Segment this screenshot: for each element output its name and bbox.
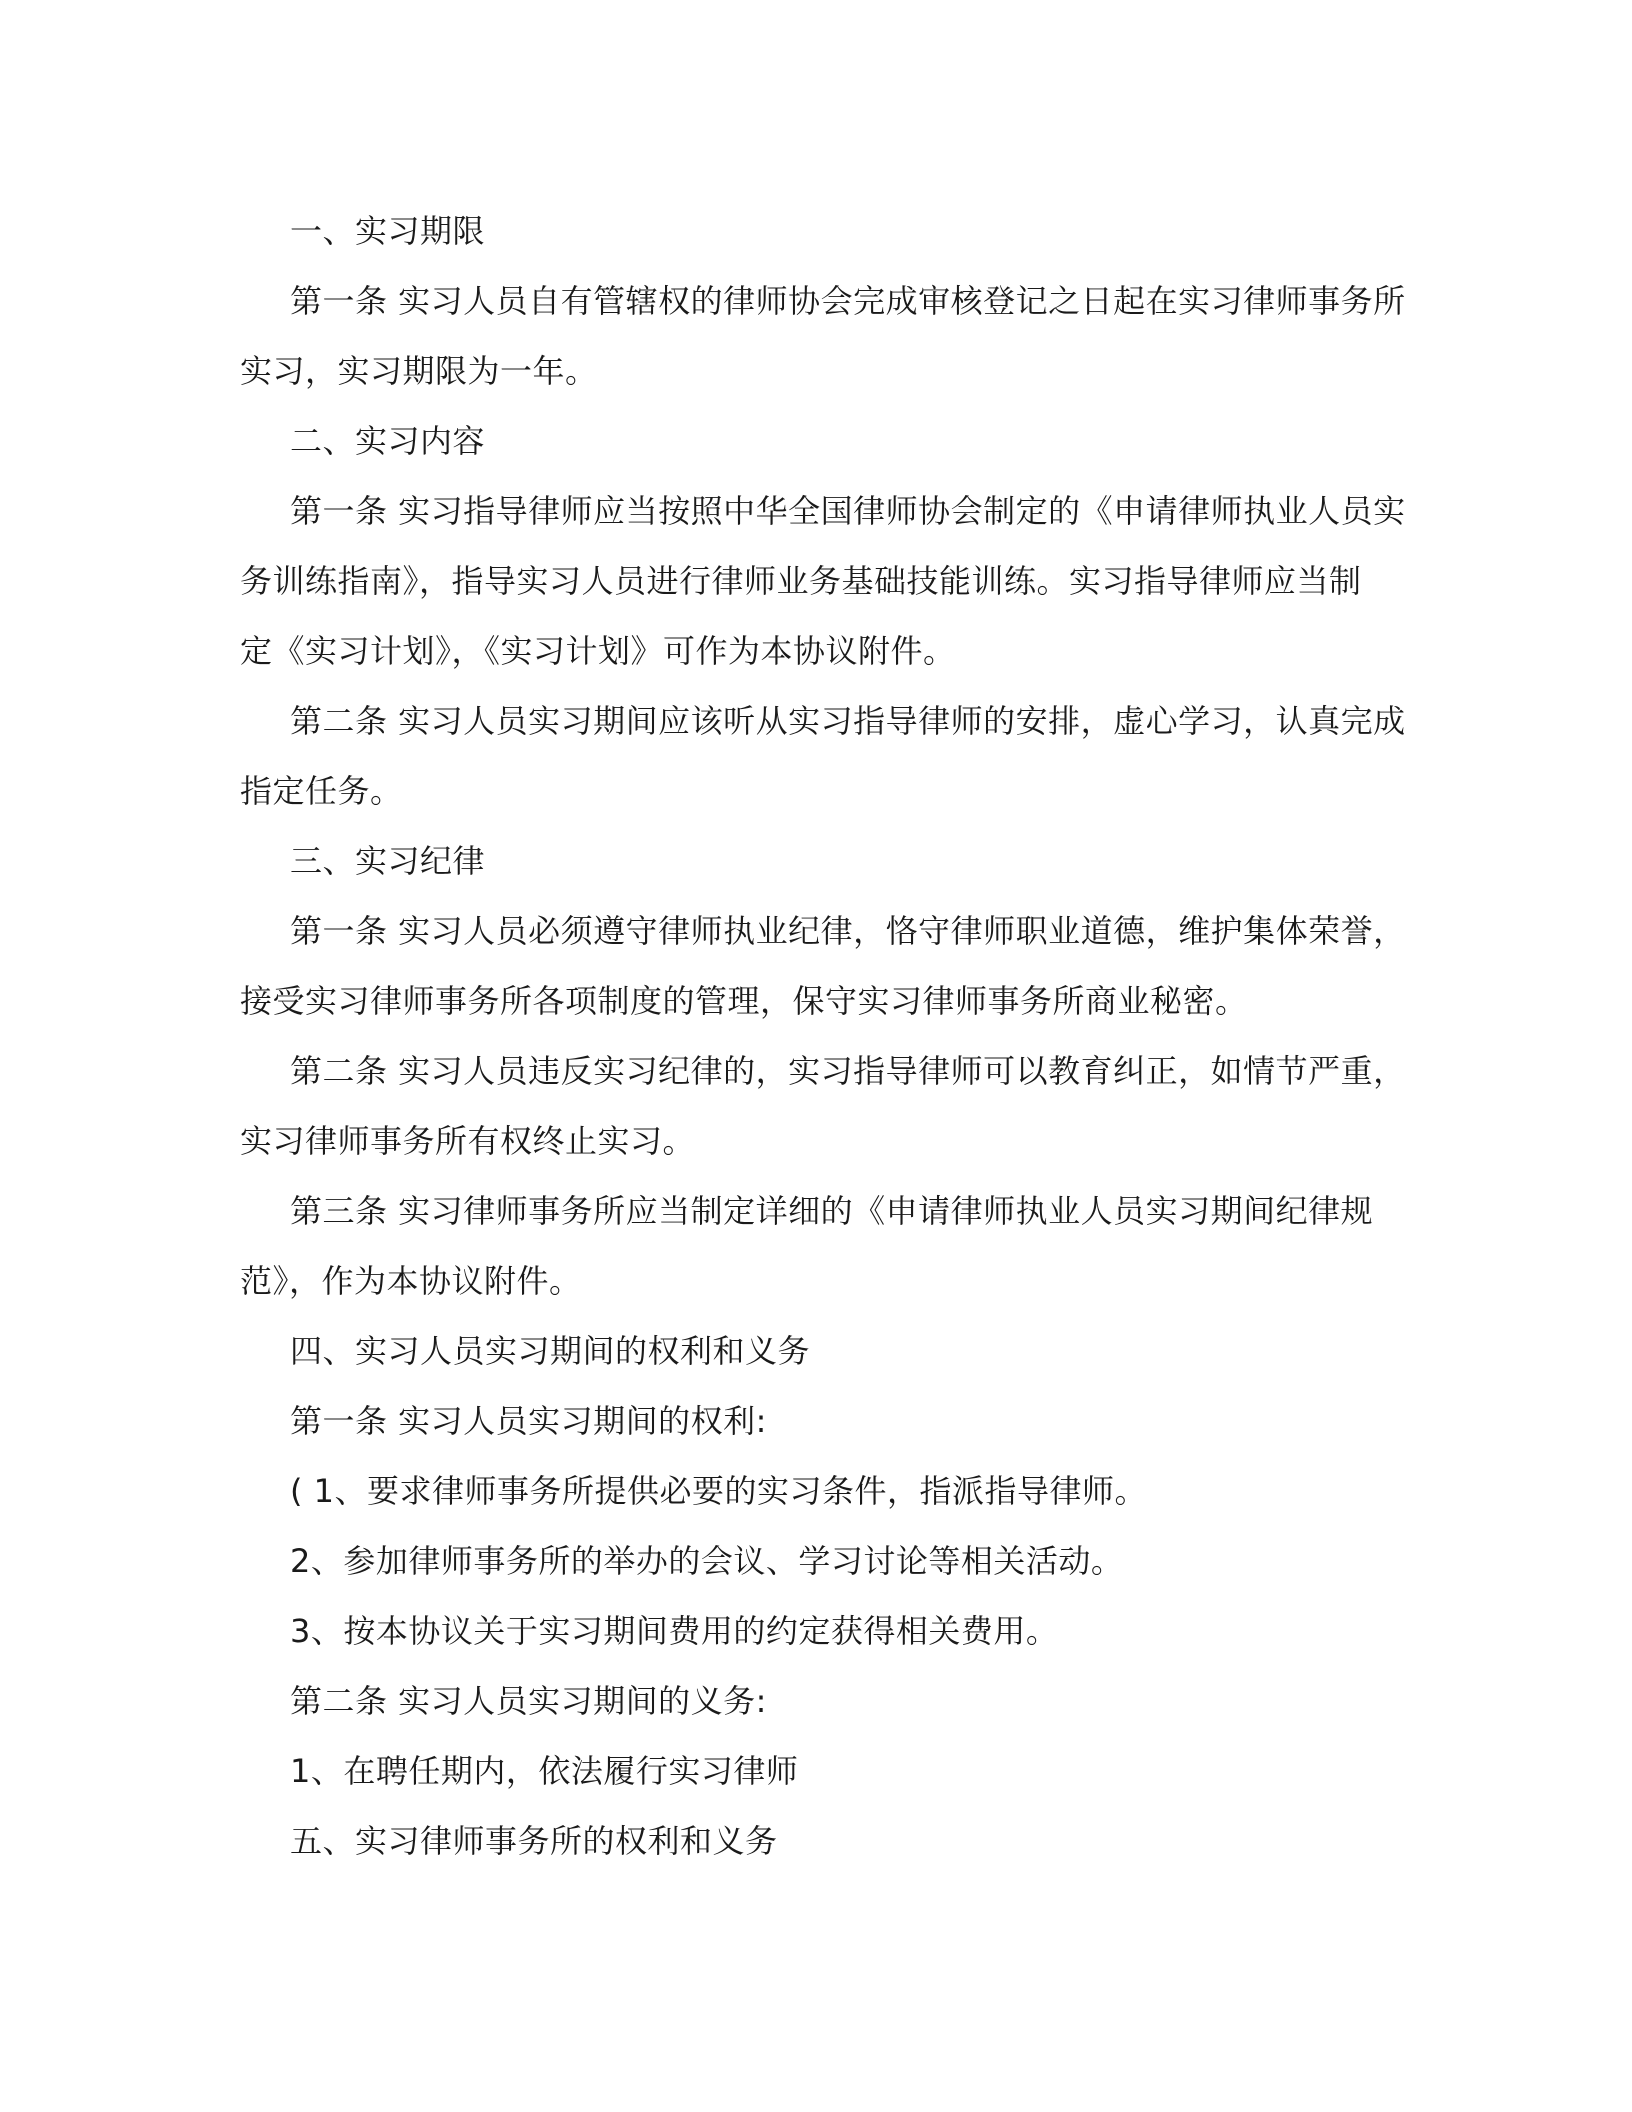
paragraph-line: 定《实习计划》，《实习计划》可作为本协议附件。 xyxy=(240,632,956,670)
list-item: 2、参加律师事务所的举办的会议、学习讨论等相关活动。 xyxy=(290,1542,1124,1580)
paragraph-line: 第二条 实习人员违反实习纪律的，实习指导律师可以教育纠正，如情节严重， xyxy=(290,1052,1406,1090)
paragraph-line: 实习律师事务所有权终止实习。 xyxy=(240,1122,696,1160)
section-heading: 三、实习纪律 xyxy=(290,842,486,880)
list-item: ( 1、要求律师事务所提供必要的实习条件，指派指导律师。 xyxy=(290,1472,1148,1510)
paragraph-line: 第二条 实习人员实习期间应该听从实习指导律师的安排，虚心学习，认真完成 xyxy=(290,702,1406,740)
paragraph-line: 第一条 实习人员自有管辖权的律师协会完成审核登记之日起在实习律师事务所 xyxy=(290,282,1406,320)
section-heading: 四、实习人员实习期间的权利和义务 xyxy=(290,1332,811,1370)
section-heading: 五、实习律师事务所的权利和义务 xyxy=(290,1822,778,1860)
paragraph-line: 接受实习律师事务所各项制度的管理，保守实习律师事务所商业秘密。 xyxy=(240,982,1248,1020)
paragraph-line: 第一条 实习人员实习期间的权利: xyxy=(290,1402,767,1440)
list-item: 3、按本协议关于实习期间费用的约定获得相关费用。 xyxy=(290,1612,1059,1650)
paragraph-line: 指定任务。 xyxy=(240,772,403,810)
paragraph-line: 第一条 实习指导律师应当按照中华全国律师协会制定的《申请律师执业人员实 xyxy=(290,492,1406,530)
paragraph-line: 务训练指南》，指导实习人员进行律师业务基础技能训练。实习指导律师应当制 xyxy=(240,562,1362,600)
list-item: 1、在聘任期内，依法履行实习律师 xyxy=(290,1752,799,1790)
paragraph-line: 第二条 实习人员实习期间的义务: xyxy=(290,1682,767,1720)
document-body xyxy=(240,196,1406,1876)
paragraph-line: 实习，实习期限为一年。 xyxy=(240,352,598,390)
section-heading: 二、实习内容 xyxy=(290,422,486,460)
section-heading: 一、实习期限 xyxy=(290,212,486,250)
paragraph-line: 第三条 实习律师事务所应当制定详细的《申请律师执业人员实习期间纪律规 xyxy=(290,1192,1374,1230)
paragraph-line: 第一条 实习人员必须遵守律师执业纪律，恪守律师职业道德，维护集体荣誉， xyxy=(290,912,1406,950)
paragraph-line: 范》，作为本协议附件。 xyxy=(240,1262,582,1300)
